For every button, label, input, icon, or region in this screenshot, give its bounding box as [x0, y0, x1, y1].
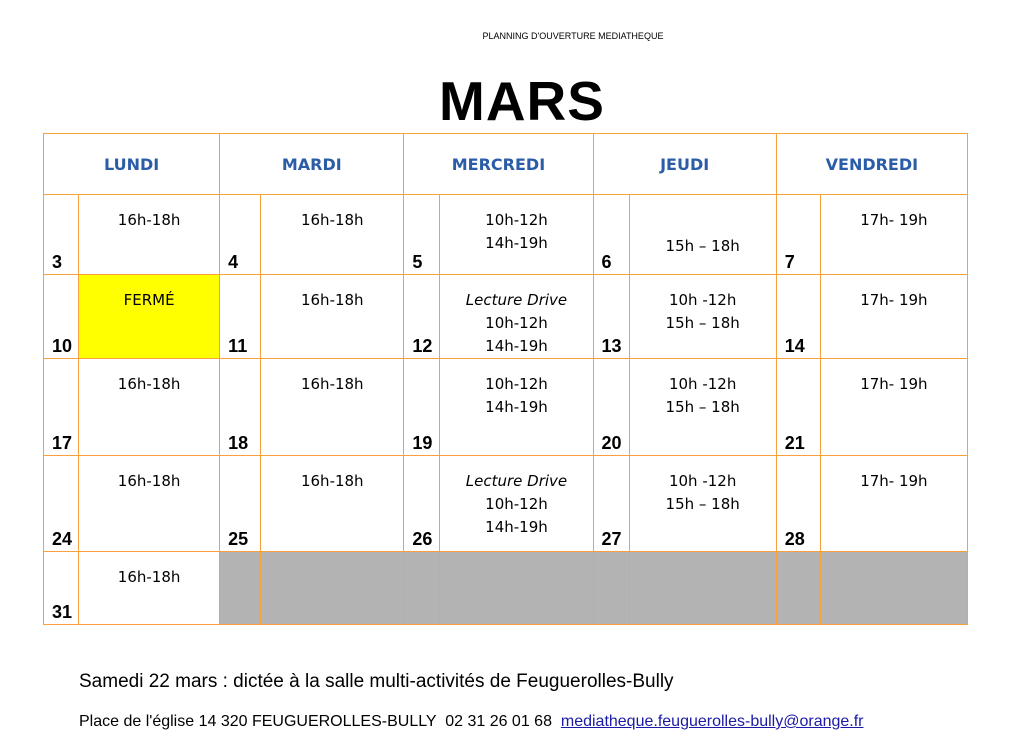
date-number: 31	[44, 552, 79, 625]
date-number: 10	[44, 275, 79, 359]
address-text: Place de l'église 14 320 FEUGUEROLLES-BULLY 02 31 26 01 68	[79, 713, 561, 730]
hours-cell	[629, 195, 776, 275]
date-number: 13	[593, 275, 629, 359]
hours-cell	[820, 359, 967, 456]
hours-line: 16h-18h	[300, 291, 364, 309]
hours-cell	[261, 456, 404, 552]
hours-line: 15h – 18h	[665, 314, 740, 332]
contact-line	[79, 713, 864, 731]
hours-cell	[440, 456, 593, 552]
hours-line: 16h-18h	[300, 211, 364, 229]
day-header-jeudi: JEUDI	[593, 134, 776, 195]
date-number: 27	[593, 456, 629, 552]
hours-line: 17h- 19h	[860, 375, 928, 393]
date-number: 19	[404, 359, 440, 456]
hours-line: 16h-18h	[300, 375, 364, 393]
month-title: MARS	[439, 70, 605, 132]
date-number: 20	[593, 359, 629, 456]
hours-cell	[820, 456, 967, 552]
date-number: 7	[776, 195, 820, 275]
lecture-drive-label: Lecture Drive	[465, 472, 568, 490]
date-number: 14	[776, 275, 820, 359]
lecture-drive-label: Lecture Drive	[465, 291, 568, 309]
date-number: 11	[220, 275, 261, 359]
inactive-cell	[440, 552, 593, 625]
hours-line: 16h-18h	[117, 375, 181, 393]
date-number: 21	[776, 359, 820, 456]
hours-cell	[820, 275, 967, 359]
day-header-mercredi: MERCREDI	[404, 134, 593, 195]
date-number: 28	[776, 456, 820, 552]
hours-line: 10h -12h	[668, 291, 737, 309]
hours-cell	[79, 456, 220, 552]
inactive-cell	[261, 552, 404, 625]
date-number: 26	[404, 456, 440, 552]
day-header-vendredi: VENDREDI	[776, 134, 967, 195]
hours-line: 10h-12h	[485, 495, 548, 513]
hours-cell	[261, 275, 404, 359]
hours-line: 10h-12h	[485, 211, 548, 229]
inactive-cell	[820, 552, 967, 625]
hours-cell	[629, 456, 776, 552]
date-number: 25	[220, 456, 261, 552]
hours-line: 15h – 18h	[665, 398, 740, 416]
date-number: 5	[404, 195, 440, 275]
week-row	[44, 195, 968, 275]
week-row	[44, 275, 968, 359]
inactive-cell	[593, 552, 629, 625]
hours-line: 16h-18h	[300, 472, 364, 490]
date-number: 24	[44, 456, 79, 552]
date-number: 12	[404, 275, 440, 359]
inactive-cell	[776, 552, 820, 625]
closed-label: FERMÉ	[123, 291, 175, 309]
hours-line: 14h-19h	[485, 398, 548, 416]
inactive-cell	[404, 552, 440, 625]
document-subtitle: PLANNING D'OUVERTURE MEDIATHEQUE	[482, 31, 664, 41]
hours-line: 16h-18h	[117, 472, 181, 490]
hours-cell	[629, 359, 776, 456]
hours-cell	[440, 275, 593, 359]
week-row	[44, 456, 968, 552]
hours-cell	[261, 195, 404, 275]
hours-cell	[629, 275, 776, 359]
week-row	[44, 359, 968, 456]
hours-line: 15h – 18h	[665, 495, 740, 513]
calendar-table	[43, 133, 968, 625]
week-row	[44, 552, 968, 625]
day-header-mardi: MARDI	[220, 134, 404, 195]
event-note: Samedi 22 mars : dictée à la salle multi-activités de Feuguerolles-Bully	[79, 671, 674, 692]
hours-line: 16h-18h	[117, 211, 181, 229]
inactive-cell	[220, 552, 261, 625]
date-number: 3	[44, 195, 79, 275]
hours-line: 10h-12h	[485, 375, 548, 393]
email-link[interactable]: mediatheque.feuguerolles-bully@orange.fr	[560, 713, 864, 730]
inactive-cell	[629, 552, 776, 625]
hours-cell	[79, 195, 220, 275]
hours-cell	[440, 195, 593, 275]
hours-line: 10h -12h	[668, 472, 737, 490]
hours-cell	[79, 552, 220, 625]
hours-cell	[440, 359, 593, 456]
hours-line: 14h-19h	[485, 234, 548, 252]
closed-cell	[79, 275, 220, 359]
hours-line: 15h – 18h	[665, 237, 740, 255]
hours-cell	[820, 195, 967, 275]
hours-line: 17h- 19h	[860, 291, 928, 309]
date-number: 6	[593, 195, 629, 275]
hours-cell	[261, 359, 404, 456]
date-number: 17	[44, 359, 79, 456]
hours-line: 17h- 19h	[860, 472, 928, 490]
hours-line: 10h-12h	[485, 314, 548, 332]
hours-line: 17h- 19h	[860, 211, 928, 229]
hours-cell	[79, 359, 220, 456]
date-number: 18	[220, 359, 261, 456]
hours-line: 14h-19h	[485, 518, 548, 536]
hours-line: 16h-18h	[117, 568, 181, 586]
hours-line: 10h -12h	[668, 375, 737, 393]
day-header-row	[44, 134, 968, 195]
date-number: 4	[220, 195, 261, 275]
hours-line: 14h-19h	[485, 337, 548, 355]
day-header-lundi: LUNDI	[44, 134, 220, 195]
